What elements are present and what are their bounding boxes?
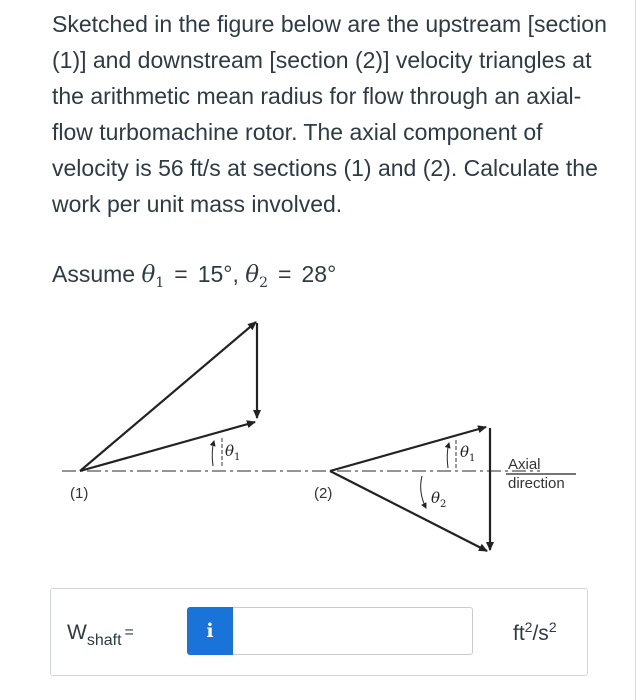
theta1-symbol: θ [141,262,156,288]
triangle-section-2 [330,427,490,551]
w-shaft-label [67,621,134,650]
theta1-value: 15°, [197,261,239,287]
units-exponent-1: 2 [524,619,533,635]
triangle2-theta2-symbol: θ [431,489,441,507]
theta2-symbol: θ [245,262,260,288]
triangle2-theta2-subscript: 2 [440,499,447,510]
velocity-triangles-figure [50,310,590,565]
assume-prefix: Assume [52,261,136,287]
triangle2-relative-velocity [330,471,487,551]
axial-label-line2: direction [508,475,565,492]
section-1-label: (1) [70,485,89,502]
units-exponent-2: 2 [548,619,557,635]
triangle2-theta1-subscript: 1 [469,453,476,464]
equals-sign-1: = [174,261,188,287]
triangle1-theta-symbol: θ [225,442,235,460]
assumption-line [52,256,336,301]
triangle-section-1 [80,322,257,471]
theta2-value: 28° [301,261,337,287]
theta2-subscript: 2 [259,275,269,291]
answer-panel [50,588,588,676]
theta1-subscript: 1 [155,275,165,291]
w-symbol: W [67,621,87,644]
units-per-second: /s [532,622,549,645]
theta2-expression [245,262,269,291]
answer-input[interactable] [233,607,473,655]
equals-sign-2: = [278,261,292,287]
theta1-expression [141,262,165,291]
triangle2-theta1-symbol: θ [460,443,470,461]
problem-statement [52,6,612,222]
info-button[interactable]: i [187,607,233,655]
w-subscript: shaft [86,632,122,649]
triangle1-theta-subscript: 1 [234,452,241,463]
units-label [513,619,557,646]
section-2-label: (2) [314,485,333,502]
triangle2-theta1-arc [447,443,449,468]
triangle2-theta2-arc [421,476,426,508]
units-base: ft [513,622,525,645]
triangle1-theta-arc [212,441,214,466]
w-equals: = [124,624,134,641]
axial-label-line1: Axial [508,456,541,473]
problem-text: Sketched in the figure below are the upstream [section (1)] and downstream [section (2)] velocity triangles at the arithmetic mean radius for flow through an axial-flow turbomachine rotor. The axial component of velocity is 56 ft/s at sections (1) and (2). Calculate the work per unit mass involved. [52,11,607,217]
